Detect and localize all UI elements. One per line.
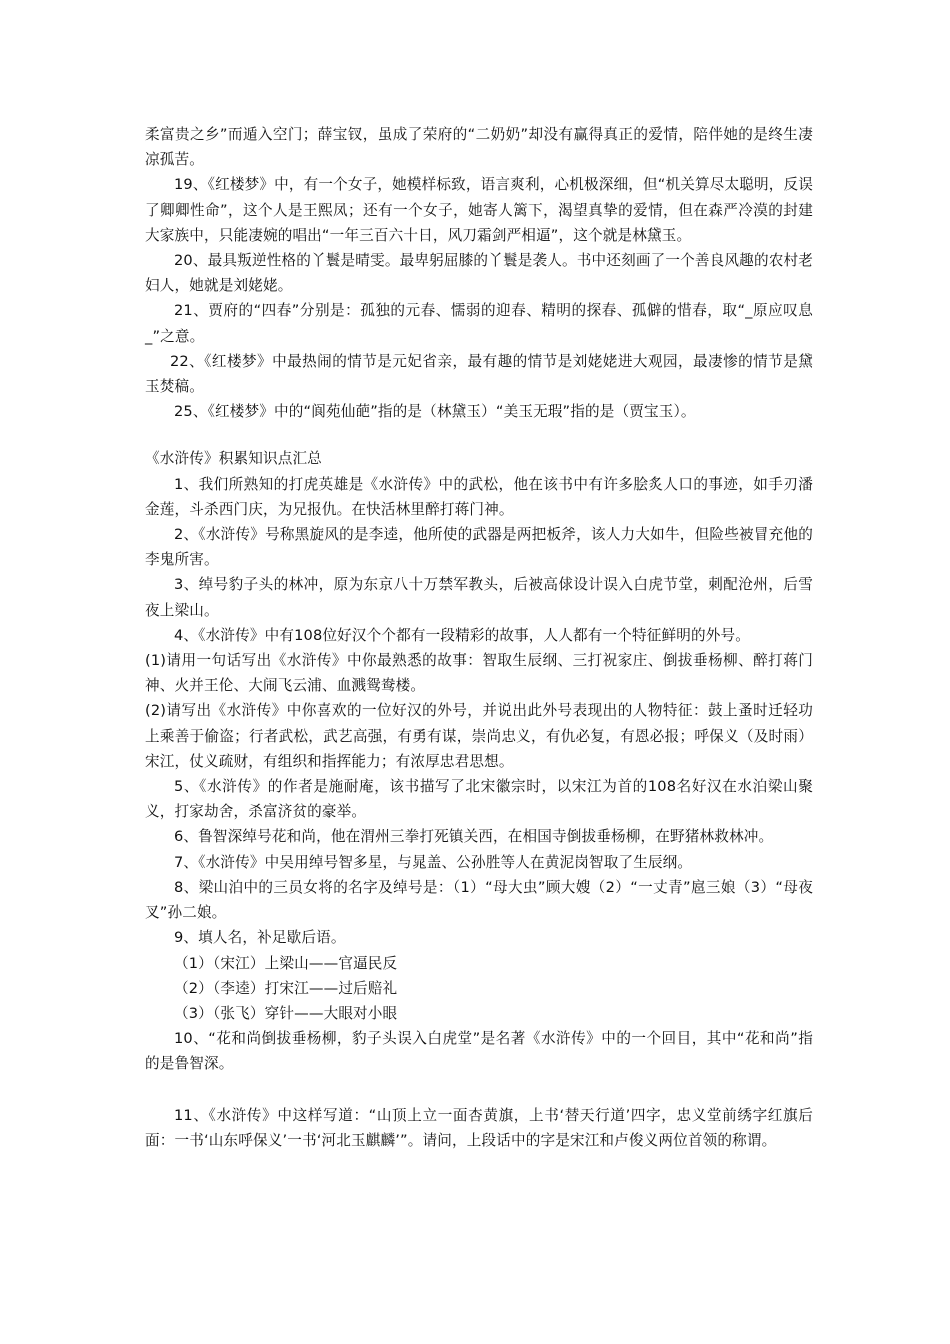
item-7: 7、《水浒传》中吴用绰号智多星，与晁盖、公孙胜等人在黄泥岗智取了生辰纲。 (174, 853, 693, 871)
item-9-sub-2: （2）（李逵）打宋江——过后赔礼 (174, 979, 398, 997)
item-4-sub-1: (1)请用一句话写出《水浒传》中你最熟悉的故事：智取生辰纲、三打祝家庄、倒拔垂杨柳、醉打蒋门神、火并王伦、大闹飞云浦、血溅鸳鸯楼。 (145, 652, 813, 695)
item-9-sub-1: （1）（宋江）上梁山——官逼民反 (174, 954, 398, 972)
document-page (145, 122, 813, 1153)
item-11: 11、《水浒传》中这样写道：“山顶上立一面杏黄旗，上书‘替天行道’四字，忠义堂前绣字红旗后面：一书‘山东呼保义’一书‘河北玉麒麟’”。请问，上段话中的字是宋江和卢俊义两位首领的称谓。 (145, 1106, 813, 1149)
item-6: 6、鲁智深绰号花和尚，他在渭州三拳打死镇关西，在相国寺倒拔垂杨柳，在野猪林救林冲。 (174, 828, 774, 846)
item-9: 9、填人名，补足歇后语。 (174, 929, 346, 947)
paragraph-22: 22、《红楼梦》中最热闹的情节是元妃省亲，最有趣的情节是刘姥姥进大观园，最凄惨的情节是黛玉焚稿。 (145, 352, 813, 396)
item-9-sub-3: （3）（张飞）穿针——大眼对小眼 (174, 1004, 398, 1022)
item-1: 1、我们所熟知的打虎英雄是《水浒传》中的武松，他在该书中有许多脍炙人口的事迹，如手刃潘金莲，斗杀西门庆，为兄报仇。在快活林里醉打蒋门神。 (145, 475, 813, 518)
item-2: 2、《水浒传》号称黑旋风的是李逵，他所使的武器是两把板斧，该人力大如牛，但险些被冒充他的李鬼所害。 (145, 526, 813, 569)
item-10: 10、“花和尚倒拔垂杨柳，豹子头误入白虎堂”是名著《水浒传》中的一个回目，其中“花和尚”指的是鲁智深。 (145, 1030, 813, 1073)
item-8: 8、梁山泊中的三员女将的名字及绰号是：（1）“母大虫”顾大嫂（2）“一丈青”扈三娘（3）“母夜叉”孙二娘。 (145, 878, 813, 922)
paragraph-20: 20、最具叛逆性格的丫鬟是晴雯。最卑躬屈膝的丫鬟是袭人。书中还刻画了一个善良风趣的农村老妇人，她就是刘姥姥。 (145, 252, 813, 295)
paragraph-25: 25、《红楼梦》中的“阆苑仙葩”指的是（林黛玉）“美玉无瑕”指的是（贾宝玉）。 (174, 403, 696, 421)
item-4-sub-2: (2)请写出《水浒传》中你喜欢的一位好汉的外号，并说出此外号表现出的人物特征：鼓上蚤时迁轻功上乘善于偷盗；行者武松，武艺高强，有勇有谋，崇尚忠义，有仇必复，有恩必报；呼保义（及时雨）宋江，仗义疏财，有组织和指挥能力；有浓厚忠君思想。 (145, 702, 813, 770)
paragraph-21: 21、贾府的“四春”分别是：孤独的元春、懦弱的迎春、精明的探春、孤僻的惜春，取“_原应叹息_”之意。 (145, 302, 813, 345)
spacer (145, 1077, 813, 1103)
item-3: 3、绰号豹子头的林冲，原为东京八十万禁军教头，后被高俅设计误入白虎节堂，刺配沧州，后雪夜上梁山。 (145, 576, 813, 619)
item-5: 5、《水浒传》的作者是施耐庵，该书描写了北宋徽宗时，以宋江为首的108名好汉在水泊梁山聚义，打家劫舍，杀富济贫的豪举。 (145, 778, 813, 821)
item-4: 4、《水浒传》中有108位好汉个个都有一段精彩的故事，人人都有一个特征鲜明的外号。 (174, 626, 750, 644)
paragraph-19: 19、《红楼梦》中，有一个女子，她模样标致，语言爽利，心机极深细，但“机关算尽太聪明，反误了卿卿性命”，这个人是王熙凤；还有一个女子，她寄人篱下，渴望真挚的爱情，但在森严冷漠的封建大家族中，只能凄婉的唱出“一年三百六十日，风刀霜剑严相逼”，这个就是林黛玉。 (145, 176, 813, 244)
paragraph-continued: 柔富贵之乡”而遁入空门；薛宝钗，虽成了荣府的“二奶奶”却没有赢得真正的爱情，陪伴她的是终生凄凉孤苦。 (145, 126, 813, 169)
section-title: 《水浒传》积累知识点汇总 (145, 450, 322, 468)
spacer (145, 424, 813, 446)
